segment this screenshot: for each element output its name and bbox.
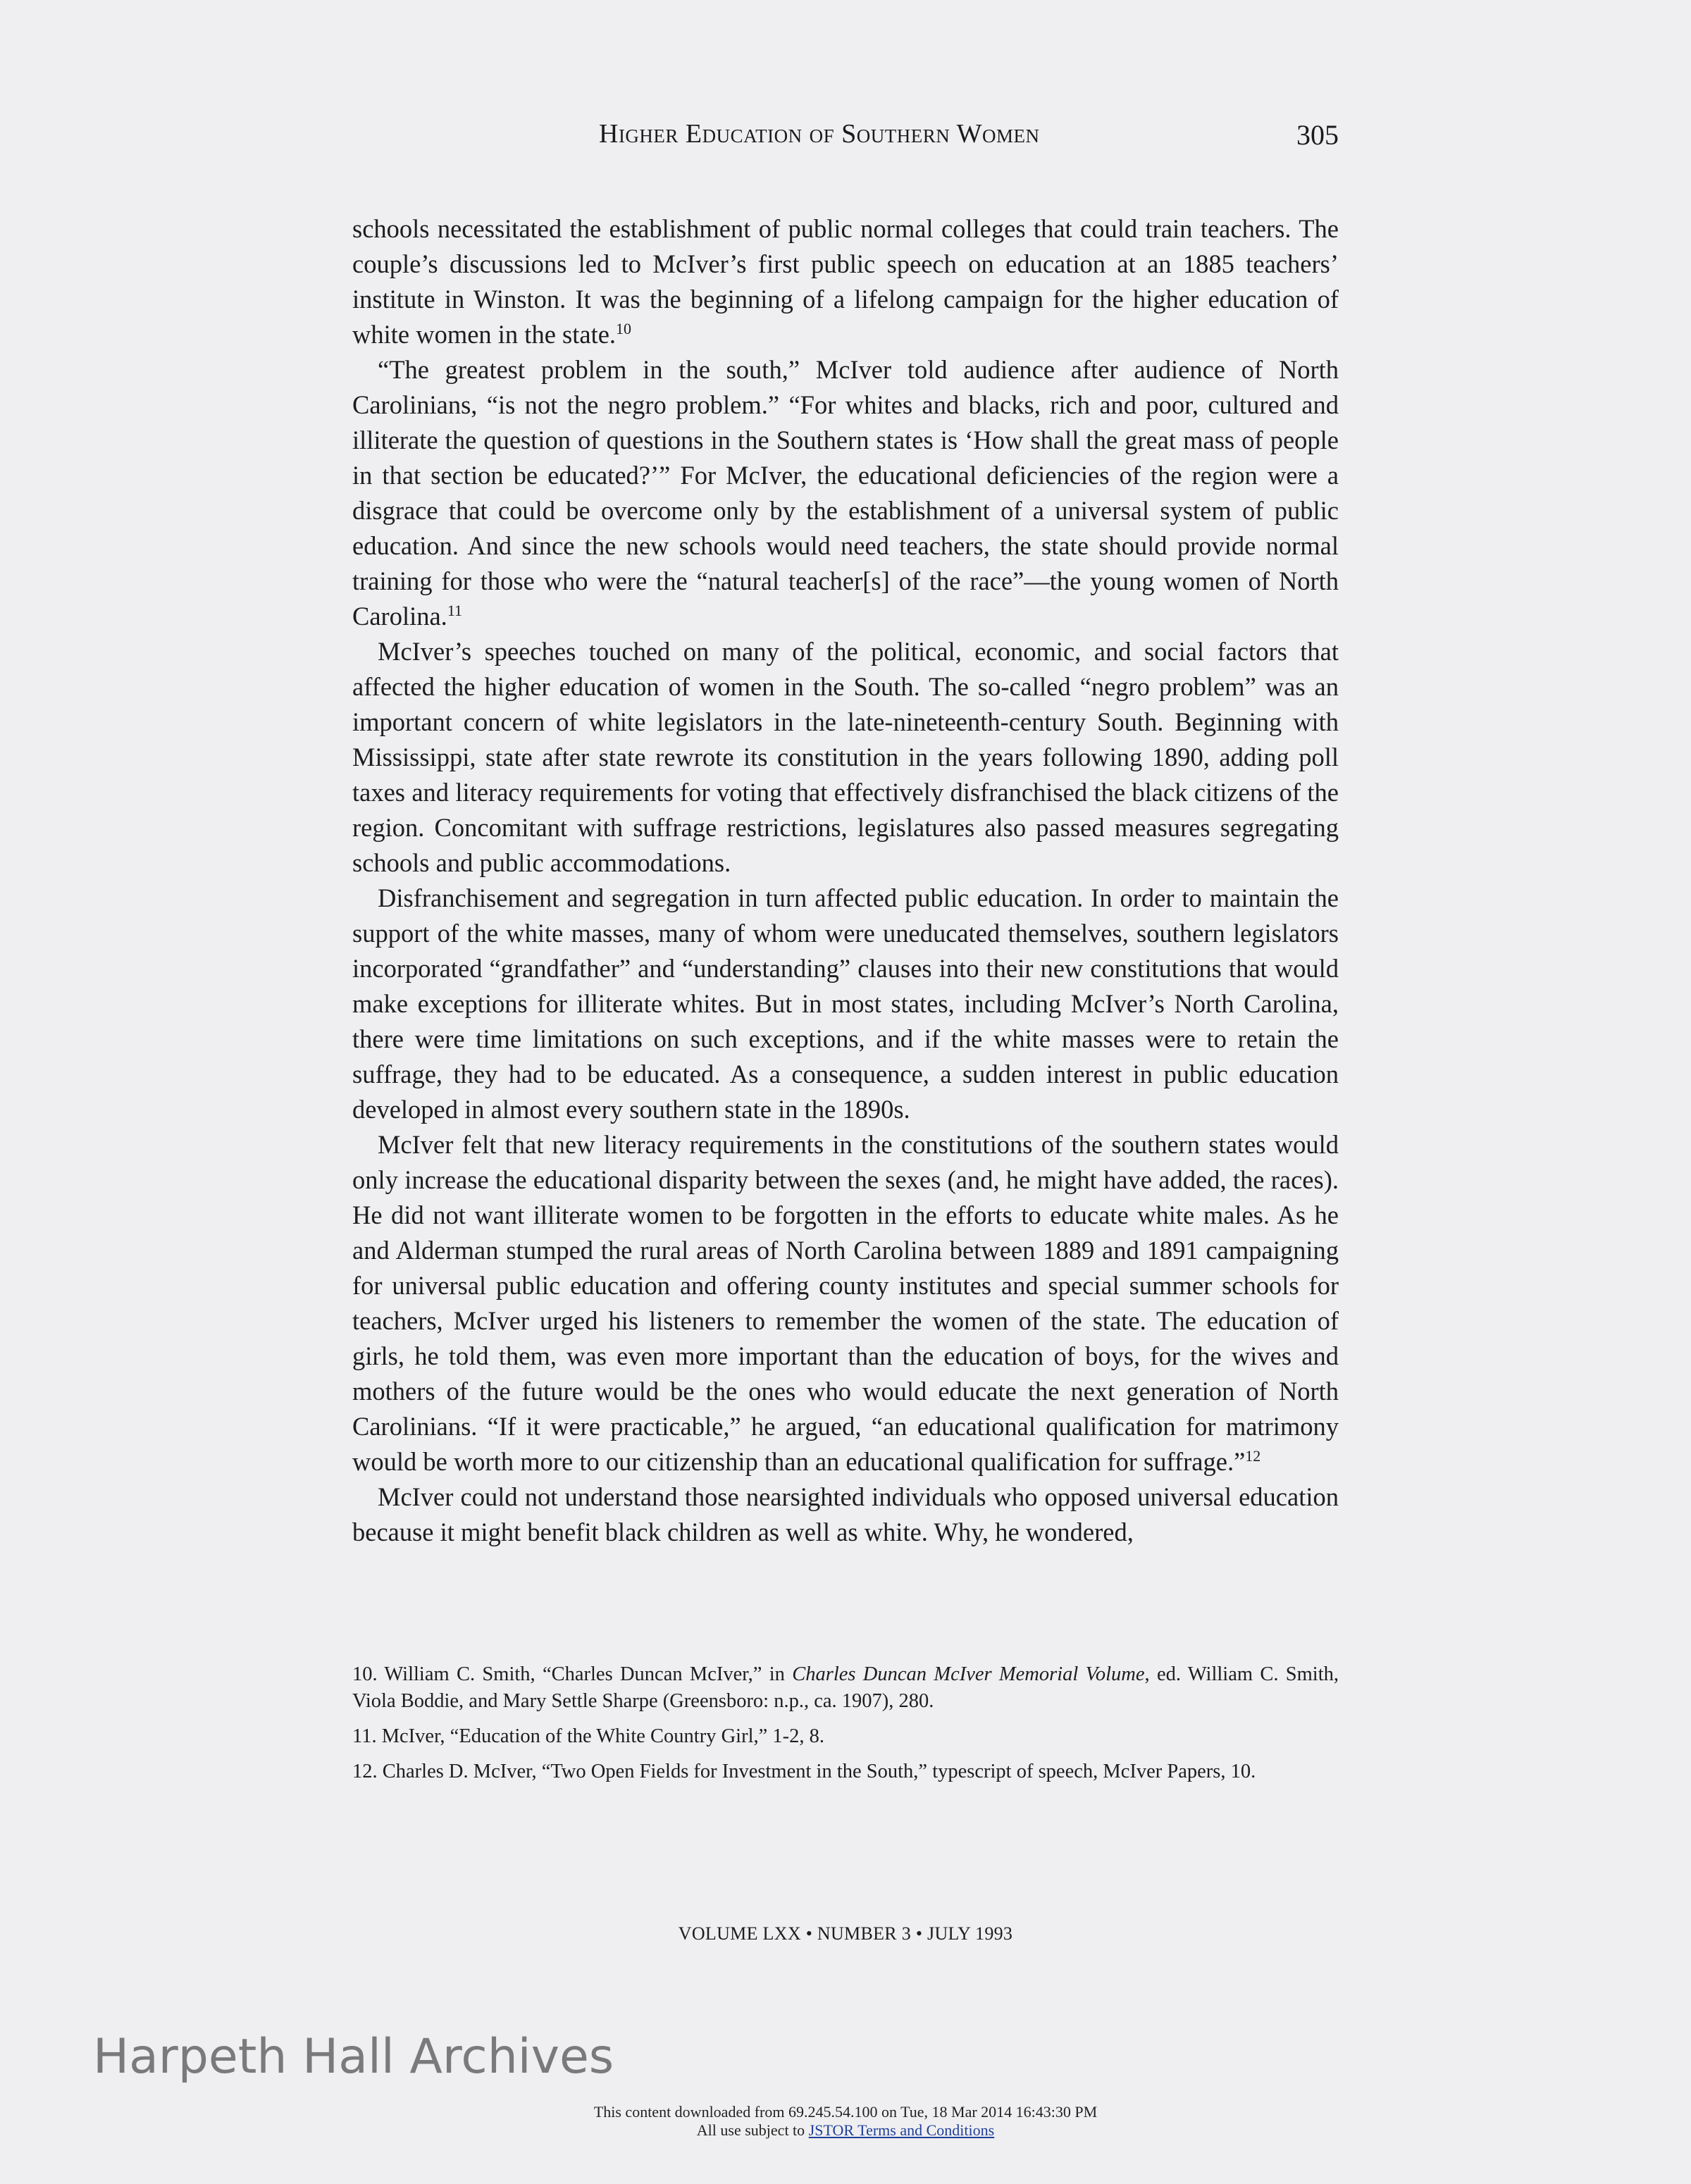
footnote-ref-12[interactable]: 12 xyxy=(1245,1446,1261,1465)
paragraph-2 xyxy=(352,352,1339,634)
paragraph-text: McIver could not understand those nearsighted individuals who opposed universal education because it might benefit black children as well as white. Why, he wondered, xyxy=(352,1482,1339,1546)
archive-watermark: Harpeth Hall Archives xyxy=(93,2029,614,2085)
jstor-terms-link[interactable]: JSTOR Terms and Conditions xyxy=(808,2121,995,2139)
paragraph-3 xyxy=(352,634,1339,881)
footnote-text: 12. Charles D. McIver, “Two Open Fields for Investment in the South,” typescript of speech, McIver Papers, 10. xyxy=(352,1761,1256,1782)
download-line: This content downloaded from 69.245.54.100 on Tue, 18 Mar 2014 16:43:30 PM xyxy=(593,2103,1098,2121)
footnote-ref-10[interactable]: 10 xyxy=(616,319,632,337)
journal-issue-footer: VOLUME LXX • NUMBER 3 • JULY 1993 xyxy=(678,1923,1013,1944)
footnote-text: 10. William C. Smith, “Charles Duncan McIver,” in xyxy=(352,1663,793,1685)
footnotes xyxy=(352,1661,1339,1794)
terms-line xyxy=(0,2121,1691,2140)
paragraph-4 xyxy=(352,881,1339,1127)
paragraph-5 xyxy=(352,1127,1339,1479)
paragraph-1 xyxy=(352,211,1339,352)
paragraph-text: Disfranchisement and segregation in turn affected public education. In order to maintain the support of the white masses, many of whom were uneducated themselves, southern legislators incorporated “grandfather” and “understanding” clauses into their new constitutions that would make exceptions for illiterate whites. But in most states, including McIver’s North Carolina, there were time limitations on such exceptions, and if the white masses were to retain the suffrage, they had to be educated. As a consequence, a sudden interest in public education developed in almost every southern state in the 1890s. xyxy=(352,883,1339,1124)
footnote-10 xyxy=(352,1661,1339,1715)
jstor-notice xyxy=(0,2103,1691,2140)
footnote-title: Charles Duncan McIver Memorial Volume xyxy=(792,1663,1145,1685)
paragraph-text: “The greatest problem in the south,” McIver told audience after audience of North Carolinians, “is not the negro problem.” “For whites and blacks, rich and poor, cultured and illiterate the question of questions in the Southern states is ‘How shall the great mass of people in that section be educated?’” For McIver, the educational deficiencies of the region were a disgrace that could be overcome only by the establishment of a universal system of public education. And since the new schools would need teachers, the state should provide normal training for those who were the “natural teacher[s] of the race”—the young women of North Carolina. xyxy=(352,355,1339,631)
footnote-12 xyxy=(352,1758,1339,1785)
footnote-text: 11. McIver, “Education of the White Country Girl,” 1-2, 8. xyxy=(352,1725,825,1747)
footnote-11 xyxy=(352,1723,1339,1750)
running-title: Higher Education of Southern Women xyxy=(599,119,1040,149)
body-text xyxy=(352,211,1339,1550)
paragraph-text: McIver felt that new literacy requirements in the constitutions of the southern states would only increase the educational disparity between the sexes (and, he might have added, the races). He did not want illiterate women to be forgotten in the efforts to educate white males. As he and Alderman stumped the rural areas of North Carolina between 1889 and 1891 campaigning for universal public education and offering county institutes and special summer schools for teachers, McIver urged his listeners to remember the women of the state. The education of girls, he told them, was even more important than the education of boys, for the wives and mothers of the future would be the ones who would educate the next generation of North Carolinians. “If it were practicable,” he argued, “an educational qualification for matrimony would be worth more to our citizenship than an educational qualification for suffrage.” xyxy=(352,1130,1339,1476)
paragraph-text: schools necessitated the establishment of public normal colleges that could train teachers. The couple’s discussions led to McIver’s first public speech on education at an 1885 teachers’ institute in Winston. It was the beginning of a lifelong campaign for the higher education of white women in the state. xyxy=(352,214,1339,349)
paragraph-text: McIver’s speeches touched on many of the political, economic, and social factors that affected the higher education of women in the South. The so-called “negro problem” was an important concern of white legislators in the late-nineteenth-century South. Beginning with Mississippi, state after state rewrote its constitution in the years following 1890, adding poll taxes and literacy requirements for voting that effectively disfranchised the black citizens of the region. Concomitant with suffrage restrictions, legislatures also passed measures segregating schools and public accommodations. xyxy=(352,637,1339,877)
terms-prefix: All use subject to xyxy=(696,2121,809,2139)
footnote-text: , ed. William C. Smith, Viola Boddie, and Mary Settle Sharpe (Greensboro: n.p., ca. 1907), 280. xyxy=(352,1663,1339,1712)
paragraph-6 xyxy=(352,1479,1339,1550)
running-head xyxy=(352,118,1339,154)
page-number: 305 xyxy=(1296,119,1339,151)
footnote-ref-11[interactable]: 11 xyxy=(447,601,462,619)
